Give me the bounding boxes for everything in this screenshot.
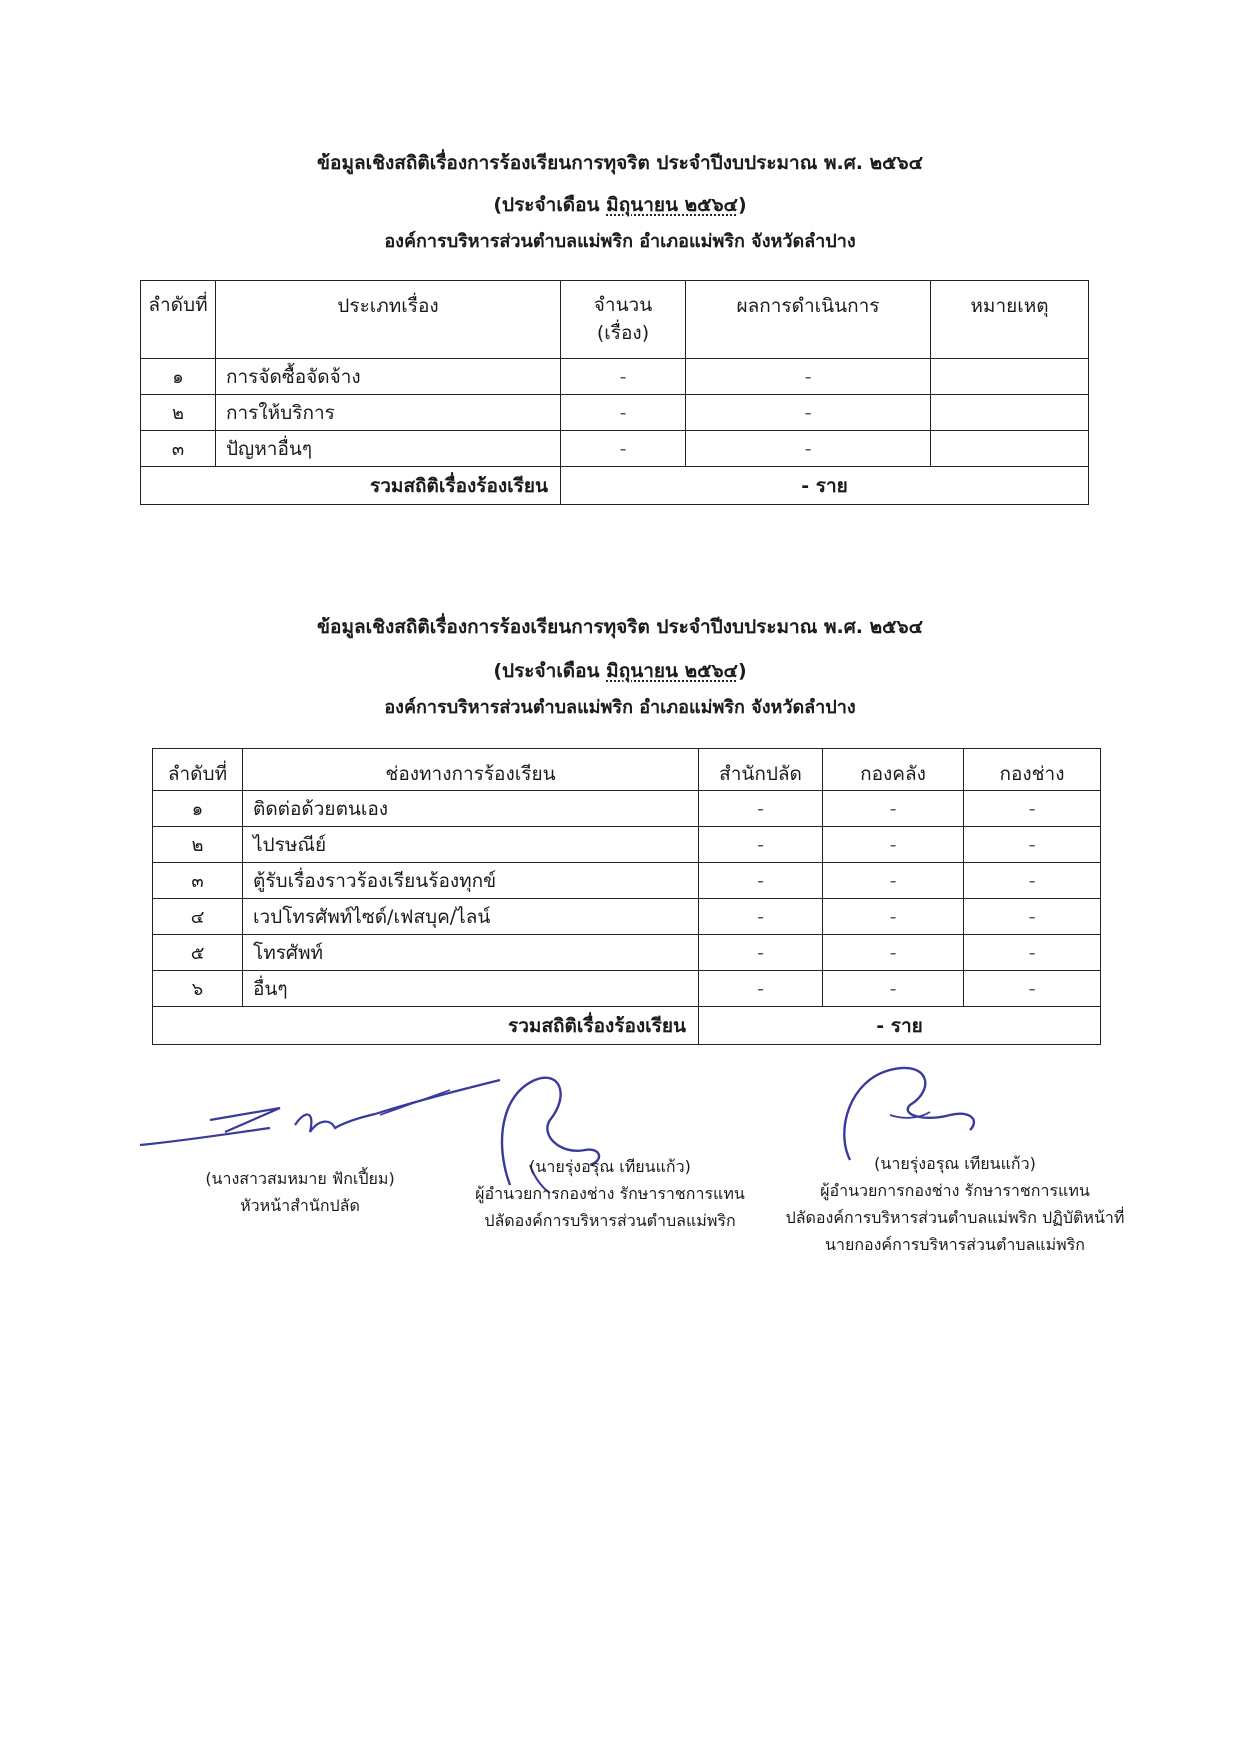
table-row [153, 899, 1101, 935]
row-engineering: - [964, 971, 1101, 1007]
row-engineering: - [964, 899, 1101, 935]
row-no: ๒ [153, 827, 243, 863]
signer-position: ผู้อำนวยการกองช่าง รักษาราชการแทน [475, 1184, 745, 1203]
row-engineering: - [964, 827, 1101, 863]
signature-block-1 [150, 1165, 450, 1219]
row-channel: ตู้รับเรื่องราวร้องเรียนร้องทุกข์ [243, 863, 699, 899]
row-result: - [686, 359, 931, 395]
report1-title: ข้อมูลเชิงสถิติเรื่องการร้องเรียนการทุจริต ประจำปีงบประมาณ พ.ศ. ๒๕๖๔ [317, 152, 923, 174]
row-type: การจัดซื้อจัดจ้าง [216, 359, 561, 395]
signer-position: ปลัดองค์การบริหารส่วนตำบลแม่พริก [484, 1211, 736, 1230]
table-row [141, 359, 1089, 395]
row-count: - [561, 431, 686, 467]
row-no: ๔ [153, 899, 243, 935]
row-result: - [686, 395, 931, 431]
header-result: ผลการดำเนินการ [686, 281, 931, 359]
header-office: สำนักปลัด [699, 749, 823, 791]
row-no: ๑ [141, 359, 216, 395]
row-engineering: - [964, 791, 1101, 827]
row-remark [931, 359, 1089, 395]
row-finance: - [823, 791, 964, 827]
report2-month-prefix: (ประจำเดือน [493, 660, 607, 682]
row-office: - [699, 827, 823, 863]
total-label: รวมสถิติเรื่องร้องเรียน [141, 467, 561, 505]
row-no: ๑ [153, 791, 243, 827]
row-finance: - [823, 863, 964, 899]
header-remark: หมายเหตุ [931, 281, 1089, 359]
table-row [141, 395, 1089, 431]
row-channel: โทรศัพท์ [243, 935, 699, 971]
row-engineering: - [964, 935, 1101, 971]
report2-month-suffix: ) [737, 660, 747, 682]
row-no: ๕ [153, 935, 243, 971]
table-total-row [153, 1007, 1101, 1045]
row-channel: อื่นๆ [243, 971, 699, 1007]
report2-month [0, 656, 1240, 686]
report1-month-prefix: (ประจำเดือน [493, 194, 607, 216]
row-remark [931, 431, 1089, 467]
row-no: ๓ [141, 431, 216, 467]
table-header-row [141, 281, 1089, 359]
signature-block-3 [760, 1150, 1150, 1258]
row-no: ๓ [153, 863, 243, 899]
row-office: - [699, 863, 823, 899]
report1-month-suffix: ) [737, 194, 747, 216]
row-type: ปัญหาอื่นๆ [216, 431, 561, 467]
header-no: ลำดับที่ [141, 281, 216, 359]
complaint-channel-table [152, 748, 1101, 1045]
table-row [141, 431, 1089, 467]
table-row [153, 863, 1101, 899]
row-office: - [699, 935, 823, 971]
table-row [153, 935, 1101, 971]
row-finance: - [823, 935, 964, 971]
row-office: - [699, 791, 823, 827]
header-no: ลำดับที่ [153, 749, 243, 791]
row-no: ๖ [153, 971, 243, 1007]
row-count: - [561, 359, 686, 395]
table-row [153, 791, 1101, 827]
signer-name: (นายรุ่งอรุณ เทียนแก้ว) [529, 1157, 691, 1176]
row-result: - [686, 431, 931, 467]
row-channel: ติดต่อด้วยตนเอง [243, 791, 699, 827]
signer-name: (นางสาวสมหมาย ฟักเปี้ยม) [205, 1169, 395, 1188]
row-finance: - [823, 827, 964, 863]
header-engineering: กองช่าง [964, 749, 1101, 791]
table-row [153, 971, 1101, 1007]
signature-block-2 [430, 1153, 790, 1234]
table-total-row [141, 467, 1089, 505]
row-channel: ไปรษณีย์ [243, 827, 699, 863]
report2-month-value: มิถุนายน ๒๕๖๔ [606, 660, 738, 682]
table-header-row [153, 749, 1101, 791]
signer-position: หัวหน้าสำนักปลัด [240, 1196, 360, 1215]
report1-month-value: มิถุนายน ๒๕๖๔ [606, 194, 738, 216]
total-value: - ราย [699, 1007, 1101, 1045]
table-row [153, 827, 1101, 863]
complaint-type-table [140, 280, 1089, 505]
signer-position: ปลัดองค์การบริหารส่วนตำบลแม่พริก ปฏิบัติหน้าที่ [785, 1208, 1125, 1227]
signer-name: (นายรุ่งอรุณ เทียนแก้ว) [874, 1154, 1036, 1173]
report2-title: ข้อมูลเชิงสถิติเรื่องการร้องเรียนการทุจริต ประจำปีงบประมาณ พ.ศ. ๒๕๖๔ [317, 616, 923, 638]
row-count: - [561, 395, 686, 431]
signer-position: ผู้อำนวยการกองช่าง รักษาราชการแทน [820, 1181, 1090, 1200]
header-finance: กองคลัง [823, 749, 964, 791]
total-value: - ราย [561, 467, 1089, 505]
row-remark [931, 395, 1089, 431]
header-type: ประเภทเรื่อง [216, 281, 561, 359]
report2-org: องค์การบริหารส่วนตำบลแม่พริก อำเภอแม่พริก จังหวัดลำปาง [384, 697, 856, 718]
total-label: รวมสถิติเรื่องร้องเรียน [153, 1007, 699, 1045]
row-type: การให้บริการ [216, 395, 561, 431]
row-finance: - [823, 971, 964, 1007]
report1-month [0, 190, 1240, 220]
row-office: - [699, 899, 823, 935]
header-channel: ช่องทางการร้องเรียน [243, 749, 699, 791]
row-office: - [699, 971, 823, 1007]
row-engineering: - [964, 863, 1101, 899]
header-count: จำนวน (เรื่อง) [561, 281, 686, 359]
row-finance: - [823, 899, 964, 935]
row-no: ๒ [141, 395, 216, 431]
report1-org: องค์การบริหารส่วนตำบลแม่พริก อำเภอแม่พริก จังหวัดลำปาง [384, 231, 856, 252]
row-channel: เวปโทรศัพท์ไซด์/เฟสบุค/ไลน์ [243, 899, 699, 935]
signer-position: นายกองค์การบริหารส่วนตำบลแม่พริก [825, 1235, 1085, 1254]
